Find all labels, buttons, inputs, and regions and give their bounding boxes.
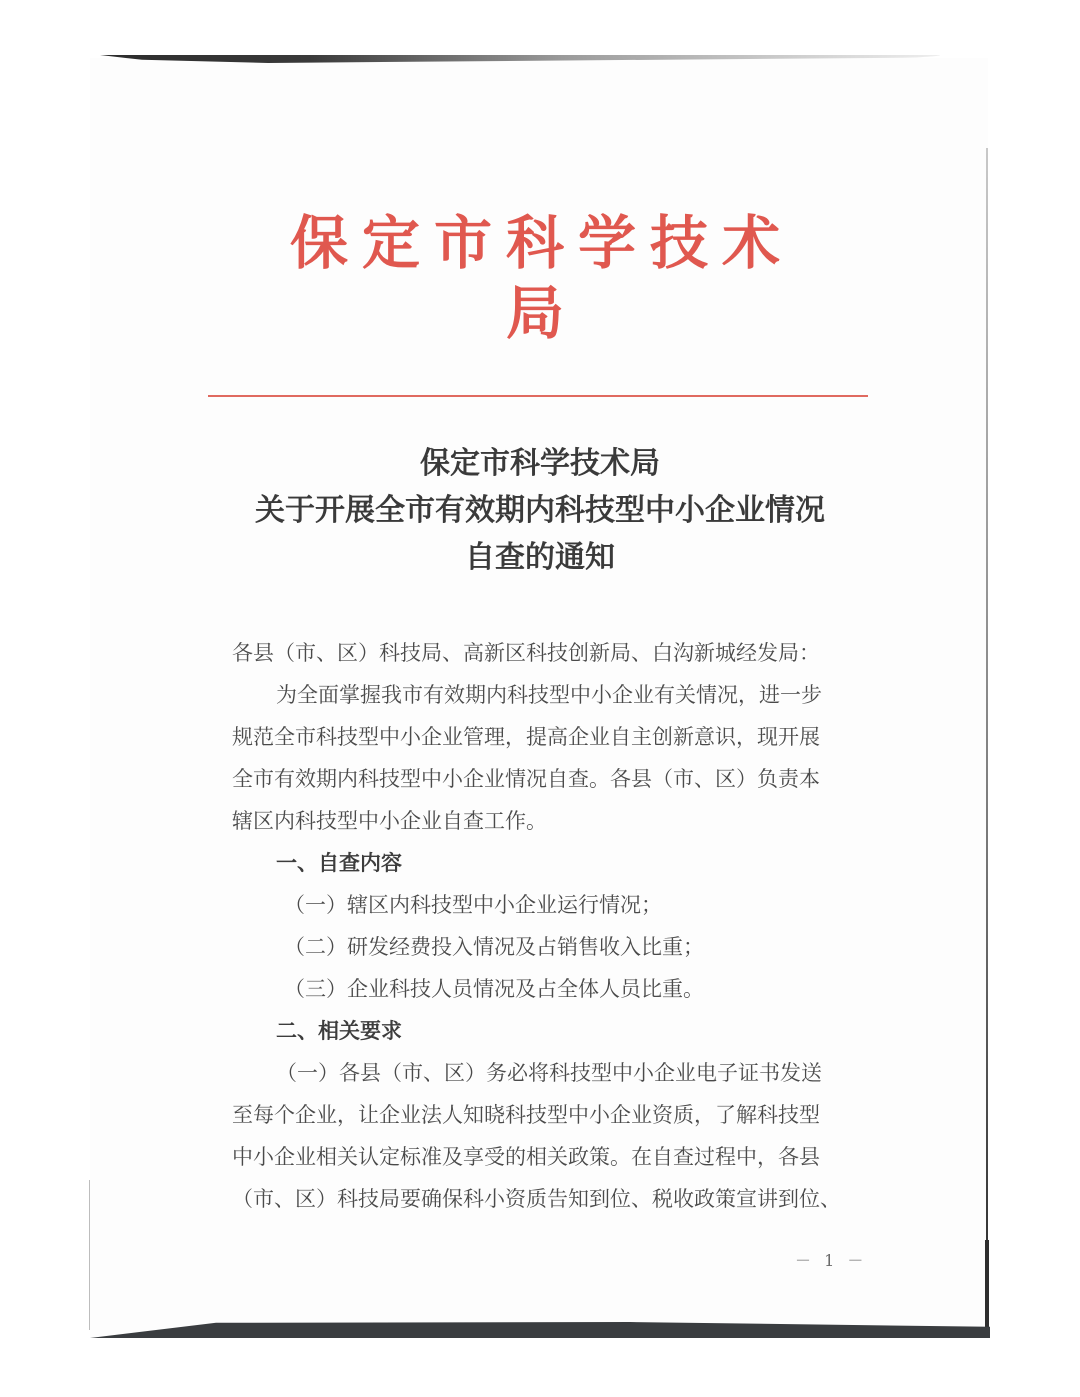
issuer-masthead: 保定市科学技术局 xyxy=(289,209,794,347)
requirements-line-2: 至每个企业，让企业法人知晓科技型中小企业资质，了解科技型 xyxy=(232,1103,820,1127)
list-item: （二）研发经费投入情况及占销售收入比重； xyxy=(284,935,704,959)
section-requirements xyxy=(232,1010,854,1220)
document-title xyxy=(220,440,860,581)
scan-shadow-right-corner xyxy=(985,1240,989,1336)
red-divider-rule xyxy=(208,395,868,397)
section-heading: 一、自查内容 xyxy=(276,851,402,875)
page-number: － 1 － xyxy=(795,1251,868,1270)
title-line-3: 自查的通知 xyxy=(465,540,615,575)
intro-line-1: 为全面掌握我市有效期内科技型中小企业有关情况，进一步 xyxy=(276,683,822,707)
document-body xyxy=(232,632,854,1220)
salutation: 各县（市、区）科技局、高新区科技创新局、白沟新城经发局： xyxy=(232,641,820,665)
section-self-check-content xyxy=(232,842,854,1010)
requirements-line-1: （一）各县（市、区）务必将科技型中小企业电子证书发送 xyxy=(276,1061,822,1085)
intro-paragraph xyxy=(232,674,854,842)
title-line-2: 关于开展全市有效期内科技型中小企业情况 xyxy=(255,493,825,528)
intro-line-4: 辖区内科技型中小企业自查工作。 xyxy=(232,809,547,833)
requirements-line-3: 中小企业相关认定标准及享受的相关政策。在自查过程中，各县 xyxy=(232,1145,820,1169)
intro-line-2: 规范全市科技型中小企业管理，提高企业自主创新意识，现开展 xyxy=(232,725,820,749)
scan-shadow-left xyxy=(89,1180,90,1330)
title-line-1: 保定市科学技术局 xyxy=(420,446,660,481)
scan-shadow-right xyxy=(986,148,988,1288)
requirements-line-4: （市、区）科技局要确保科小资质告知到位、税收政策宣讲到位、 xyxy=(232,1187,841,1211)
list-item: （三）企业科技人员情况及占全体人员比重。 xyxy=(284,977,704,1001)
intro-line-3: 全市有效期内科技型中小企业情况自查。各县（市、区）负责本 xyxy=(232,767,820,791)
section-heading: 二、相关要求 xyxy=(276,1019,402,1043)
list-item: （一）辖区内科技型中小企业运行情况； xyxy=(284,893,662,917)
